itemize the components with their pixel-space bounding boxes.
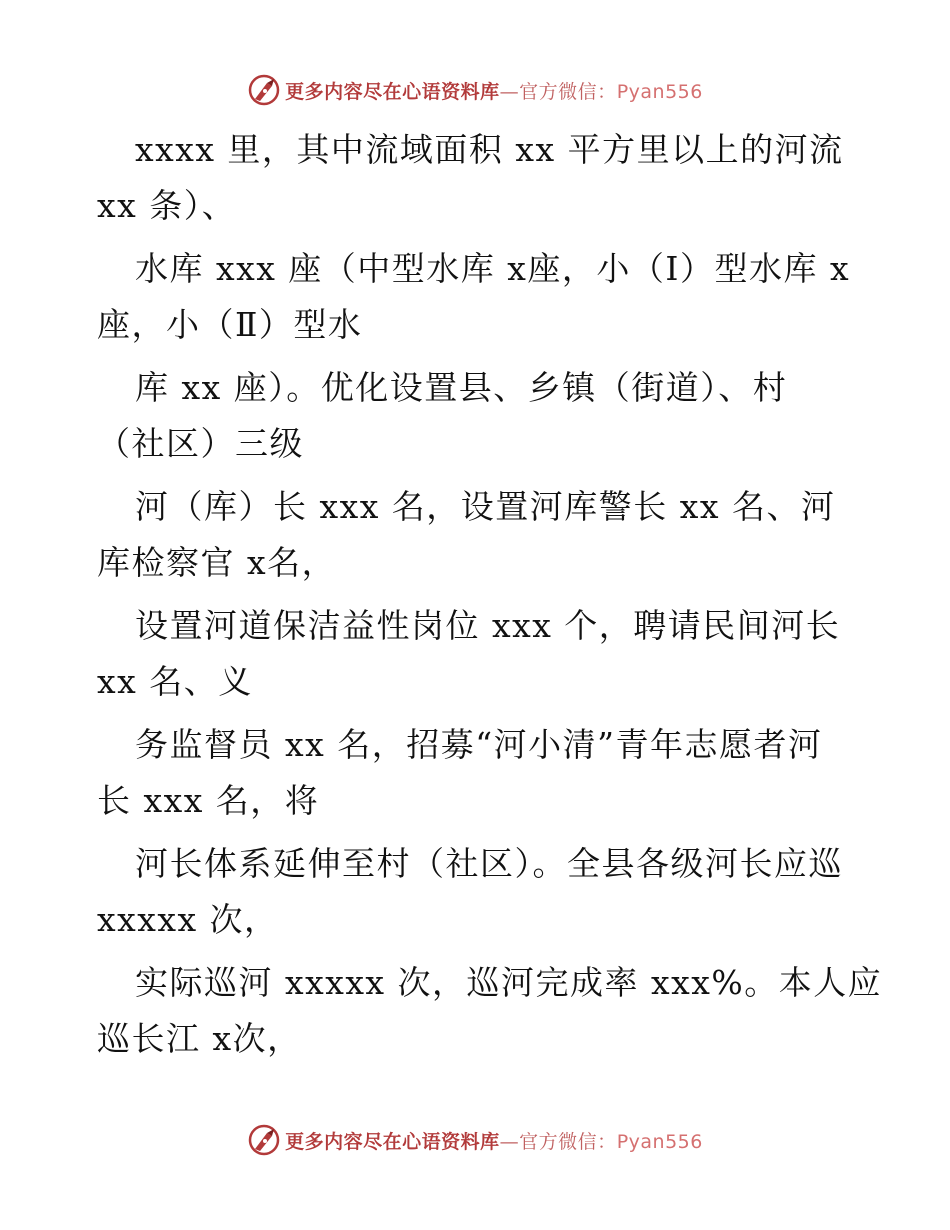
paragraph	[0, 596, 950, 712]
paragraph	[0, 477, 950, 593]
paragraph-line: 设置河道保洁益性岗位 xxx 个，聘请民间河长	[135, 606, 841, 645]
banner-wechat-id: Pyan556	[616, 1130, 703, 1153]
header-banner	[0, 70, 950, 110]
paragraph-line: 河长体系延伸至村（社区）。全县各级河长应巡	[135, 844, 843, 883]
paragraph-line: 库检察官 x名，	[97, 543, 337, 582]
paragraph	[0, 358, 950, 474]
paragraph-line: xxxx 里，其中流域面积 xx 平方里以上的河流	[135, 130, 844, 169]
pen-nib-logo-icon	[247, 73, 281, 107]
paragraph-line: 实际巡河 xxxxx 次，巡河完成率 xxx%。本人应	[135, 963, 883, 1002]
banner-dash: —	[499, 80, 520, 103]
banner-official-label: 官方微信	[519, 1130, 598, 1153]
paragraph-line: xx 名、义	[97, 662, 253, 701]
paragraph	[0, 715, 950, 831]
banner-text	[285, 1127, 703, 1154]
paragraph-line: 库 xx 座）。优化设置县、乡镇（街道）、村	[135, 368, 788, 407]
paragraph	[0, 239, 950, 355]
paragraph	[0, 953, 950, 1069]
paragraph-line: 巡长江 x次，	[97, 1019, 302, 1058]
pen-nib-logo-icon	[247, 1123, 281, 1157]
paragraph	[0, 120, 950, 236]
banner-colon: ：	[597, 1130, 617, 1153]
banner-wechat-id: Pyan556	[616, 80, 703, 103]
paragraph-line: 水库 xxx 座（中型水库 x座，小（Ⅰ）型水库 x	[135, 249, 851, 288]
paragraph-line: 河（库）长 xxx 名，设置河库警长 xx 名、河	[135, 487, 836, 526]
paragraph	[0, 834, 950, 950]
banner-dash: —	[499, 1130, 520, 1153]
paragraph-line: 长 xxx 名，将	[97, 781, 320, 820]
paragraph-line: xx 条）、	[97, 186, 237, 225]
banner-colon: ：	[597, 80, 617, 103]
banner-text	[285, 77, 703, 104]
footer-banner	[0, 1120, 950, 1160]
banner-main-text: 更多内容尽在心语资料库	[285, 80, 500, 103]
banner-official-label: 官方微信	[519, 80, 598, 103]
paragraph-line: 务监督员 xx 名，招募“河小清”青年志愿者河	[135, 725, 823, 764]
paragraph-line: 座，小（Ⅱ）型水	[97, 305, 363, 344]
banner-main-text: 更多内容尽在心语资料库	[285, 1130, 500, 1153]
paragraph-line: （社区）三级	[97, 424, 304, 463]
paragraph-line: xxxxx 次，	[97, 900, 279, 939]
